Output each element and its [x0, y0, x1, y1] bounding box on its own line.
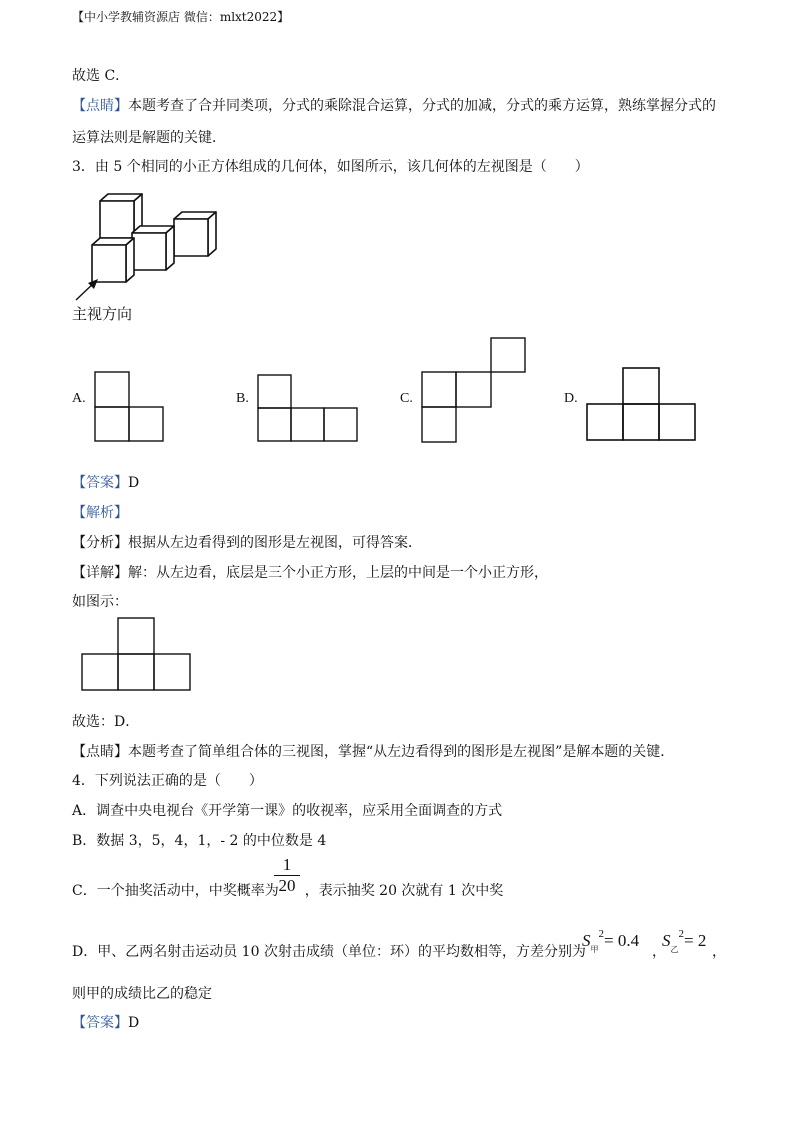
option-c-suffix: ，表示抽奖 20 次就有 1 次中奖 — [304, 883, 504, 899]
q4-option-b: B．数据 3，5，4，1，- 2 的中位数是 4 — [72, 833, 327, 849]
option-d-prefix: D．甲、乙两名射击运动员 10 次射击成绩（单位：环）的平均数相等，方差分别为 — [72, 944, 586, 960]
option-b-figure — [257, 374, 361, 444]
q3-fenxi — [72, 532, 422, 552]
option-a-label: A. — [72, 391, 86, 406]
probability-fraction — [274, 855, 300, 896]
option-c-label: C. — [400, 391, 413, 406]
fenxi-tag: 【分析】 — [72, 535, 128, 551]
variance-eq-yi: = 2 — [684, 931, 707, 950]
fenxi-text: 根据从左边看得到的图形是左视图，可得答案． — [128, 535, 422, 551]
q3-xiangjie — [72, 562, 548, 582]
q4-answer — [72, 1012, 139, 1032]
view-direction-label: 主视方向 — [72, 305, 133, 323]
as-shown-label: 如图示： — [72, 594, 128, 610]
fraction-denominator: 20 — [274, 875, 300, 896]
answer-tag: 【答案】 — [72, 475, 128, 491]
prev-choice: 故选 C． — [72, 68, 130, 84]
comment-text: 本题考查了合并同类项，分式的乘除混合运算，分式的加减，分式的乘方运算，熟练掌握分式的 — [128, 98, 716, 114]
option-c-prefix: C．一个抽奖活动中，中奖概率为 — [72, 883, 279, 899]
prev-comment — [72, 95, 716, 115]
xiangjie-text: 解：从左边看，底层是三个小正方形，上层的中间是一个小正方形， — [128, 565, 548, 581]
variance-sub-jia: 甲 — [590, 945, 599, 954]
answer-tag: 【答案】 — [72, 1015, 128, 1031]
q3-choice: 故选：D． — [72, 714, 140, 730]
q3-comment — [72, 741, 674, 761]
variance-jia — [582, 928, 639, 955]
comment-tag: 【点睛】 — [72, 98, 128, 114]
option-b-label: B. — [236, 391, 249, 406]
solution-figure — [81, 617, 193, 693]
option-d-figure — [586, 367, 698, 443]
answer-value: D — [128, 1015, 140, 1031]
q4-option-d — [72, 941, 586, 961]
q4-option-d-line2: 则甲的成绩比乙的稳定 — [72, 986, 212, 1002]
analysis-tag: 【解析】 — [72, 505, 128, 521]
variance-sup: 2 — [678, 928, 684, 940]
variance-symbol: S — [582, 931, 591, 950]
comma-2: ， — [712, 944, 726, 960]
comma-1: ， — [652, 944, 666, 960]
q3-answer — [72, 472, 139, 492]
fraction-numerator: 1 — [282, 855, 292, 874]
variance-eq-jia: = 0.4 — [604, 931, 640, 950]
page-header: 【中小学教辅资源店 微信：mlxt2022】 — [72, 10, 290, 24]
variance-sub-yi: 乙 — [670, 945, 679, 954]
option-a-figure — [94, 371, 166, 443]
variance-symbol: S — [662, 931, 671, 950]
answer-value: D — [128, 475, 140, 491]
comment-text: 本题考查了简单组合体的三视图，掌握“从左边看得到的图形是左视图”是解本题的关键． — [128, 744, 675, 760]
variance-yi — [662, 928, 706, 955]
option-c-figure — [421, 337, 529, 445]
q3-stem: 3．由 5 个相同的小正方体组成的几何体，如图所示，该几何体的左视图是（ ） — [72, 159, 589, 175]
prev-comment-line2: 运算法则是解题的关键． — [72, 130, 226, 146]
q3-cube-figure — [60, 185, 230, 305]
q4-stem: 4．下列说法正确的是（ ） — [72, 773, 263, 789]
q4-option-a: A．调查中央电视台《开学第一课》的收视率，应采用全面调查的方式 — [72, 803, 503, 819]
option-d-label: D. — [564, 391, 578, 406]
variance-sup: 2 — [598, 928, 604, 940]
comment-tag: 【点睛】 — [72, 744, 128, 760]
xiangjie-tag: 【详解】 — [72, 565, 128, 581]
